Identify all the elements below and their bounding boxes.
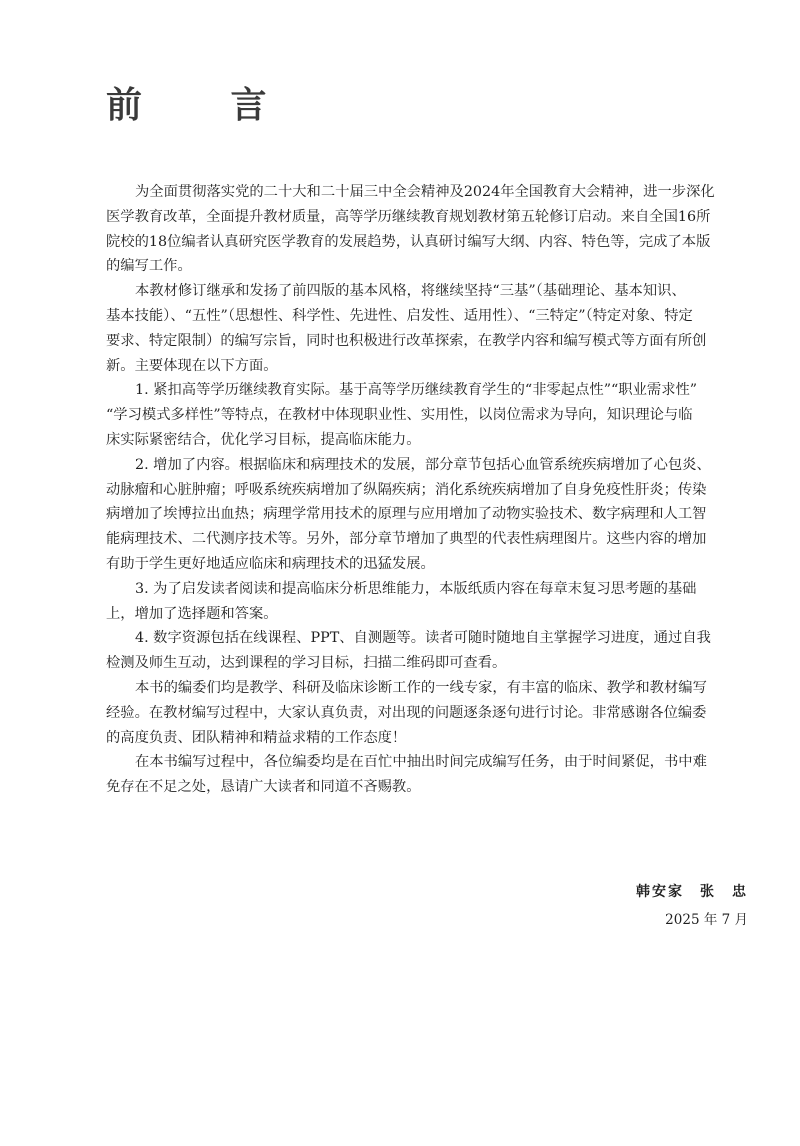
- text-line: 要求、特定限制）的编写宗旨，同时也积极进行改革探索，在教学内容和编写模式等方面有所创: [106, 332, 707, 349]
- text-line: 2. 增加了内容。根据临床和病理技术的发展，部分章节包括心血管系统疾病增加了心包炎、: [135, 456, 711, 473]
- paragraph-point-3: [106, 577, 766, 627]
- text-line: 免存在不足之处，恳请广大读者和同道不吝赐教。: [106, 779, 421, 796]
- paragraph-point-4: [106, 626, 766, 676]
- page-title: 前 言: [106, 85, 305, 126]
- paragraph-intro: [106, 180, 766, 279]
- text-line: 本书的编委们均是教学、科研及临床诊断工作的一线专家，有丰富的临床、教学和教材编写: [135, 679, 707, 696]
- text-line: 的编写工作。: [106, 258, 192, 275]
- text-line: 检测及师生互动，达到课程的学习目标，扫描二维码即可查看。: [106, 655, 507, 672]
- text-line: 能病理技术、二代测序技术等。另外，部分章节增加了典型的代表性病理图片。这些内容的增加: [106, 531, 707, 548]
- paragraph-style: [106, 279, 766, 378]
- text-line: 病增加了埃博拉出血热；病理学常用技术的原理与应用增加了动物实验技术、数字病理和人工智: [106, 506, 707, 523]
- text-line: 1. 紧扣高等学历继续教育实际。基于高等学历继续教育学生的“非零起点性”“职业需求性”: [135, 382, 698, 399]
- author-names: 韩安家 张 忠: [636, 884, 748, 900]
- text-line: 本教材修订继承和发扬了前四版的基本风格，将继续坚持“三基”（基础理论、基本知识、: [135, 283, 686, 300]
- text-line: 经验。在教材编写过程中，大家认真负责，对出现的问题逐条逐句进行讨论。非常感谢各位编委: [106, 704, 707, 721]
- text-line: 新。主要体现在以下方面。: [106, 357, 278, 374]
- signature-block: [636, 878, 748, 934]
- paragraph-thanks: [106, 676, 766, 750]
- preface-body: [106, 180, 766, 800]
- text-line: 上，增加了选择题和答案。: [106, 605, 278, 622]
- text-line: 有助于学生更好地适应临床和病理技术的迅猛发展。: [106, 555, 435, 572]
- text-line: 床实际紧密结合，优化学习目标，提高临床能力。: [106, 431, 421, 448]
- text-line: 为全面贯彻落实党的二十大和二十届三中全会精神及2024年全国教育大会精神，进一步深化: [135, 184, 715, 200]
- paragraph-point-2: [106, 453, 766, 577]
- text-line: 4. 数字资源包括在线课程、PPT、自测题等。读者可随时随地自主掌握学习进度，通过自我: [135, 630, 711, 647]
- text-line: 的高度负责、团队精神和精益求精的工作态度！: [106, 729, 407, 746]
- signature-date: 2025 年 7 月: [665, 912, 748, 928]
- paragraph-closing: [106, 750, 766, 800]
- text-line: 动脉瘤和心脏肿瘤；呼吸系统疾病增加了纵隔疾病；消化系统疾病增加了自身免疫性肝炎；传染: [106, 481, 707, 498]
- paragraph-point-1: [106, 378, 766, 452]
- text-line: 院校的18位编者认真研究医学教育的发展趋势，认真研讨编写大纲、内容、特色等，完成了本版: [106, 233, 711, 250]
- text-line: “学习模式多样性”等特点，在教材中体现职业性、实用性，以岗位需求为导向，知识理论与临: [106, 407, 693, 424]
- text-line: 3. 为了启发读者阅读和提高临床分析思维能力，本版纸质内容在每章末复习思考题的基础: [135, 580, 697, 597]
- text-line: 基本技能）、“五性”（思想性、科学性、先进性、启发性、适用性）、“三特定”（特定对象、特定: [106, 307, 693, 324]
- text-line: 医学教育改革，全面提升教材质量，高等学历继续教育规划教材第五轮修订启动。来自全国16所: [106, 208, 711, 225]
- text-line: 在本书编写过程中，各位编委均是在百忙中抽出时间完成编写任务，由于时间紧促，书中难: [135, 754, 707, 771]
